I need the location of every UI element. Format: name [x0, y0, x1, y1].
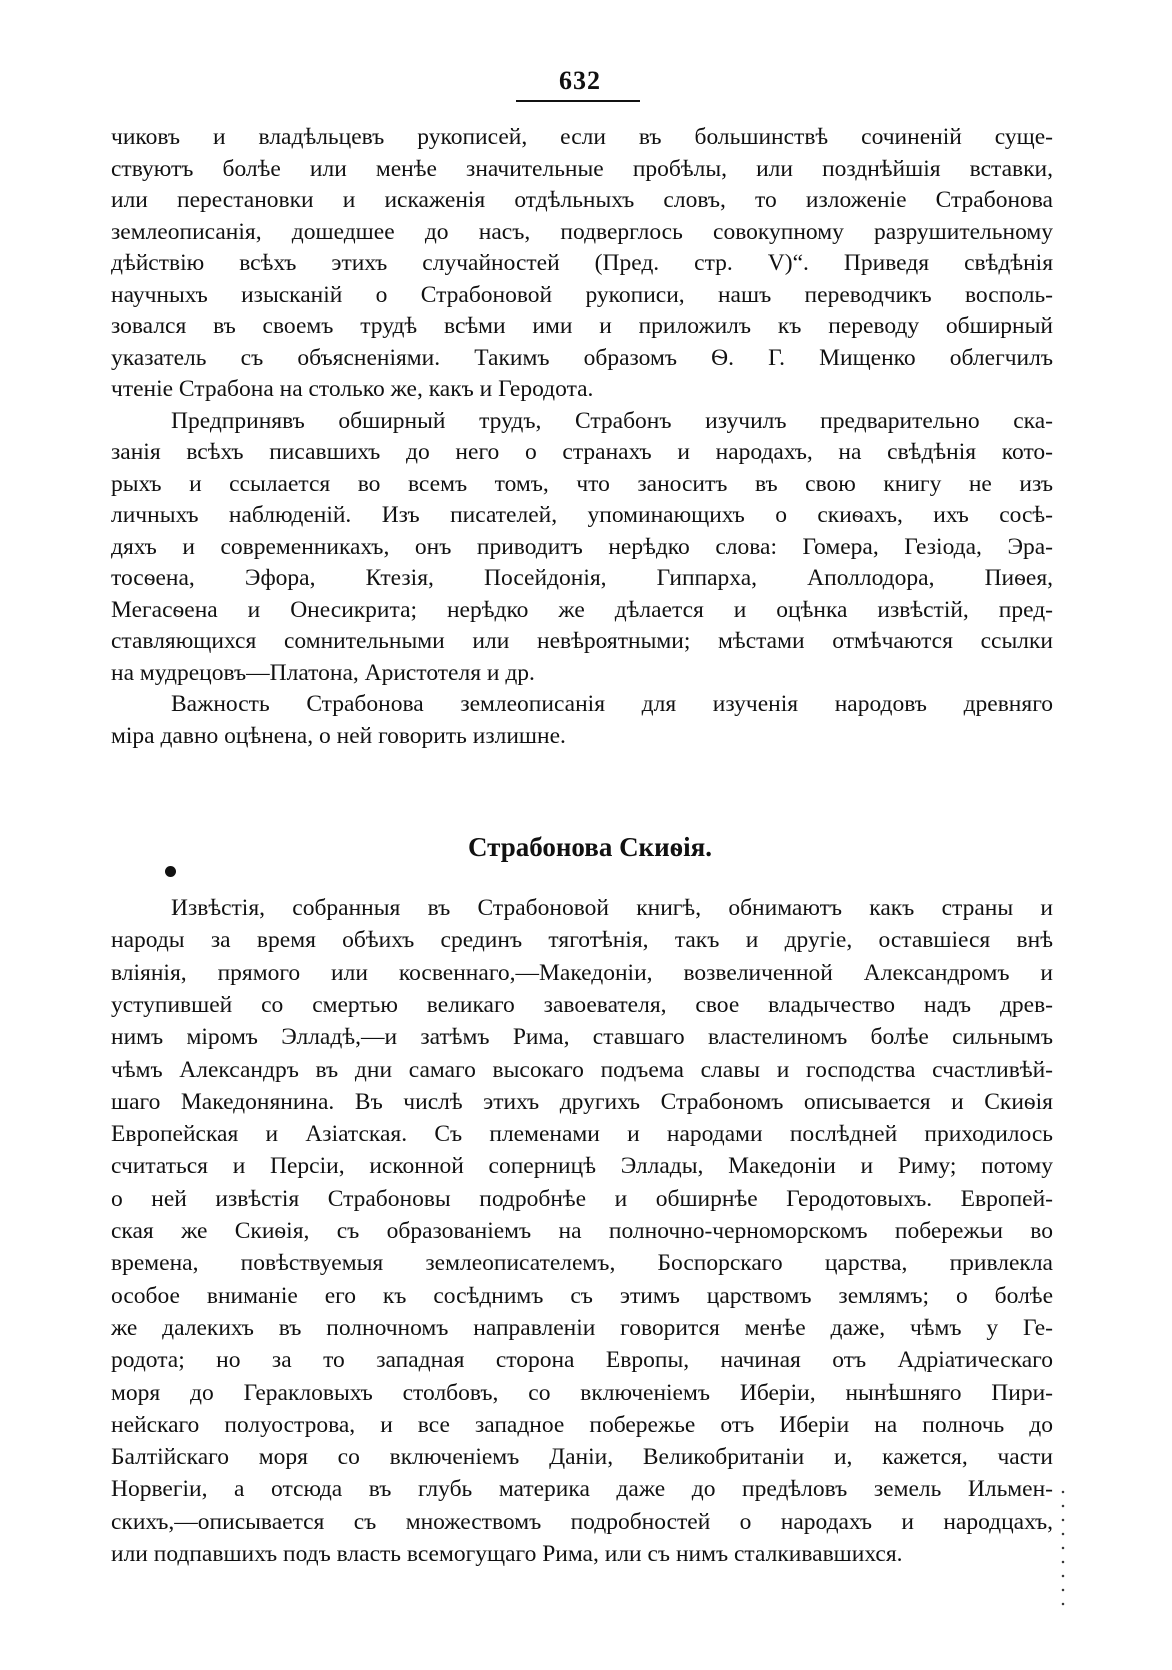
text-line: занія всѣхъ писавшихъ до него о странахъ и народахъ, на свѣдѣнія кото-: [111, 439, 1053, 465]
text-line: уступившей со смертью великаго завоевателя, свое владычество надъ древ-: [111, 991, 1053, 1018]
text-line: же далекихъ въ полночномъ направленіи говорится менѣе даже, чѣмъ у Ге-: [111, 1314, 1053, 1341]
text-line: Важность Страбонова землеописанія для изученія народовъ древняго: [171, 691, 1053, 717]
text-line: міра давно оцѣнена, о ней говорить излишне.: [111, 722, 566, 749]
text-line: дяхъ и современникахъ, онъ приводитъ нерѣдко слова: Гомера, Гезіода, Эра-: [111, 533, 1053, 560]
text-line: чѣмъ Александръ въ дни самаго высокаго подъема славы и господства счастливѣй-: [111, 1056, 1053, 1083]
text-line: народы за время обѣихъ срединъ тяготѣнія, такъ и другіе, оставшіеся внѣ: [111, 927, 1053, 954]
text-line: Европейская и Азіатская. Съ племенами и народами послѣдней приходилось: [111, 1121, 1053, 1148]
text-line: Норвегіи, а отсюда въ глубь материка даже до предѣловъ земель Ильмен-: [111, 1476, 1053, 1503]
text-line: нейскаго полуострова, и все западное побережье отъ Иберіи на полночь до: [111, 1411, 1053, 1438]
text-line: особое вниманіе его къ сосѣднимъ съ этимъ царствомъ землямъ; о болѣе: [111, 1282, 1053, 1309]
ink-dot-mark: [165, 866, 176, 877]
text-line: нимъ міромъ Элладѣ,—и затѣмъ Рима, ставшаго властелиномъ болѣе сильнымъ: [111, 1024, 1053, 1051]
text-line: чтеніе Страбона на столько же, какъ и Геродота.: [111, 376, 594, 402]
text-line: о ней извѣстія Страбоновы подробнѣе и обширнѣе Геродотовыхъ. Европей-: [111, 1185, 1053, 1212]
page-number-rule: [516, 100, 640, 102]
section-title: Страбонова Скиѳія.: [467, 832, 713, 862]
text-line: землеописанія, дошедшее до насъ, подверглось совокупному разрушительному: [111, 218, 1053, 245]
text-line: рыхъ и ссылается во всемъ томъ, что заноситъ въ свою книгу не изъ: [111, 470, 1053, 497]
text-line: шаго Македонянина. Въ числѣ этихъ другихъ Страбономъ описывается и Скиѳія: [111, 1088, 1053, 1115]
text-line: Предпринявъ обширный трудъ, Страбонъ изучилъ предварительно ска-: [171, 407, 1053, 434]
text-line: считаться и Персіи, исконной соперницѣ Эллады, Македоніи и Риму; потому: [111, 1153, 1053, 1180]
text-line: ская же Скиѳія, съ образованіемъ на полночно-черноморскомъ побережьи во: [111, 1218, 1053, 1244]
text-line: Извѣстія, собранныя въ Страбоновой книгѣ, обнимаютъ какъ страны и: [171, 895, 1053, 921]
margin-dots-mark: [1060, 1485, 1066, 1615]
text-line: личныхъ наблюденій. Изъ писателей, упоминающихъ о скиѳахъ, ихъ сосѣ-: [111, 502, 1053, 528]
text-line: чиковъ и владѣльцевъ рукописей, если въ большинствѣ сочиненій суще-: [111, 124, 1053, 150]
text-line: зовался въ своемъ трудѣ всѣми ими и приложилъ къ переводу обширный: [111, 313, 1053, 339]
text-line: Мегасѳена и Онесикрита; нерѣдко же дѣлается и оцѣнка извѣстій, пред-: [111, 596, 1053, 623]
text-line: или подпавшихъ подъ власть всемогущаго Рима, или съ нимъ сталкивавшихся.: [111, 1541, 903, 1567]
text-line: на мудрецовъ—Платона, Аристотеля и др.: [111, 659, 535, 686]
page-number: 632: [559, 66, 601, 95]
text-line: родота; но за то западная сторона Европы, начиная отъ Адріатическаго: [111, 1347, 1053, 1374]
text-line: ствуютъ болѣе или менѣе значительные пробѣлы, или позднѣйшія вставки,: [111, 155, 1053, 182]
text-line: времена, повѣствуемыя землеописателемъ, Боспорскаго царства, привлекла: [111, 1250, 1053, 1277]
text-line: моря до Геракловыхъ столбовъ, со включеніемъ Иберіи, нынѣшняго Пири-: [111, 1379, 1053, 1406]
text-line: научныхъ изысканій о Страбоновой рукописи, нашъ переводчикъ восполь-: [111, 281, 1053, 308]
text-line: указатель съ объясненіями. Такимъ образомъ Ѳ. Г. Мищенко облегчилъ: [111, 344, 1053, 371]
text-line: скихъ,—описывается съ множествомъ подробностей о народахъ и народцахъ,: [111, 1508, 1053, 1535]
text-line: или перестановки и искаженія отдѣльныхъ словъ, то изложеніе Страбонова: [111, 187, 1053, 213]
text-line: вліянія, прямого или косвеннаго,—Македоніи, возвеличенной Александромъ и: [111, 959, 1053, 986]
text-line: Балтійскаго моря со включеніемъ Даніи, Великобританіи и, кажется, части: [111, 1444, 1053, 1471]
text-line: тосѳена, Эфора, Ктезія, Посейдонія, Гиппарха, Аполлодора, Пиѳея,: [111, 565, 1053, 591]
text-line: дѣйствію всѣхъ этихъ случайностей (Пред. стр. V)“. Приведя свѣдѣнія: [111, 250, 1053, 276]
text-line: ставляющихся сомнительными или невѣроятными; мѣстами отмѣчаются ссылки: [111, 628, 1053, 654]
